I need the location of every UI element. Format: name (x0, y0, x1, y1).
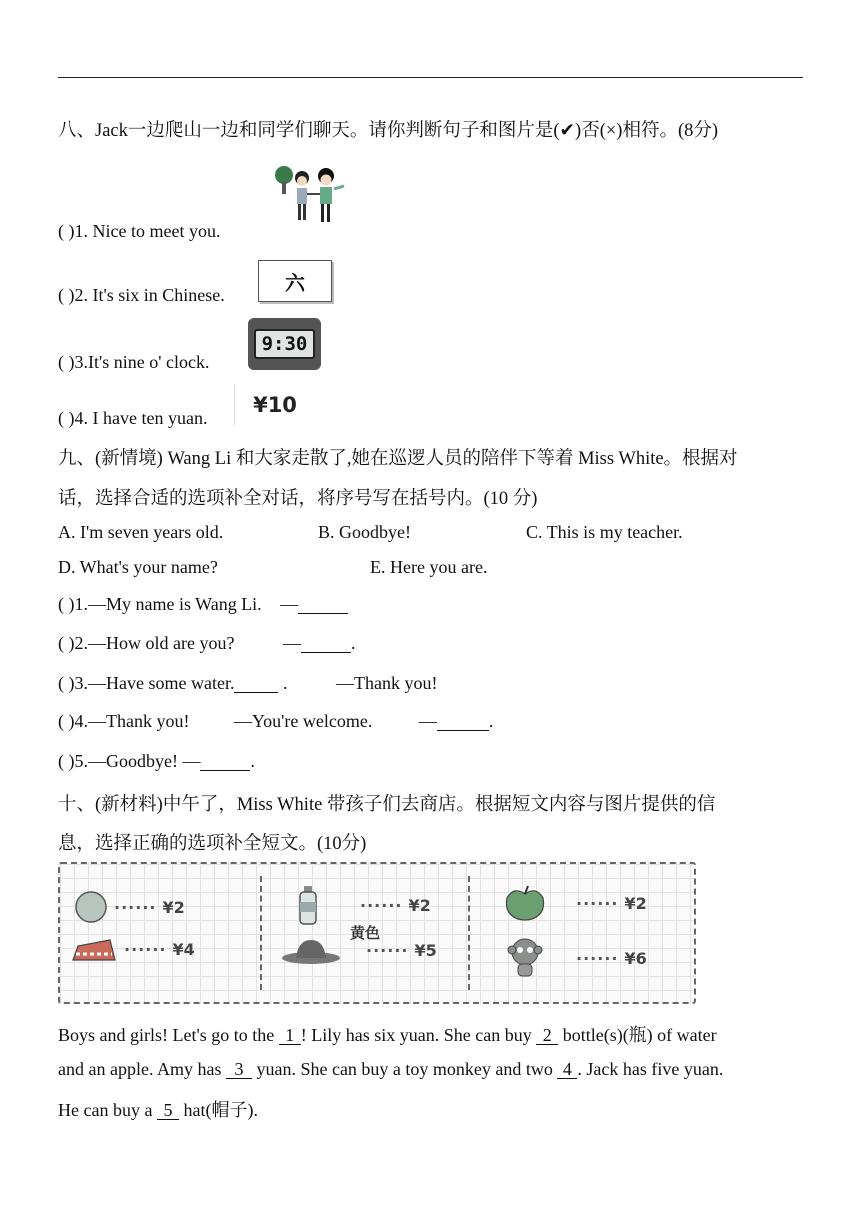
section9-heading-line1: 九、(新情境) Wang Li 和大家走散了,她在巡逻人员的陪伴下等着 Miss White。根据对 (58, 449, 738, 469)
passage-line-3 (58, 1096, 258, 1122)
price-dots: ······ (576, 893, 619, 913)
section8-heading: 八、Jack一边爬山一边和同学们聊天。请你判断句子和图片是(✔)否(×)相符。(8分) (58, 121, 719, 141)
ten-yuan-label: ¥10 (234, 384, 315, 426)
passage-text: yuan. She can buy a toy monkey and two (251, 1059, 558, 1079)
dialogue-4-prompt: ( )4.—Thank you! (58, 711, 190, 731)
passage-blank-5[interactable]: 5 (157, 1101, 179, 1120)
apple-icon (504, 884, 546, 922)
passage-blank-3[interactable]: 3 (226, 1060, 252, 1079)
dialogue-4 (58, 711, 493, 732)
dialogue-5-period: . (250, 751, 255, 771)
price-ball: ¥2 (162, 897, 185, 917)
passage-text: Boys and girls! Let's go to the (58, 1025, 279, 1045)
hat-color-label: 黄色 (350, 924, 381, 942)
digital-clock-picture (248, 318, 321, 370)
dialogue-1-blank[interactable] (298, 595, 348, 614)
price-water: ¥2 (408, 895, 431, 915)
clock-time: 9:30 (254, 329, 316, 359)
price-dots: ······ (360, 895, 403, 915)
dialogue-4-period: . (488, 711, 494, 731)
toy-monkey-icon (504, 936, 546, 980)
passage-text: ! Lily has six yuan. She can buy (300, 1025, 537, 1045)
shop-item-water (296, 884, 431, 926)
dialogue-4-followup-dash: — (418, 711, 437, 731)
section10-heading-line1: 十、(新材料)中午了，Miss White 带孩子们去商店。根据短文内容与图片提供的信 (58, 795, 716, 815)
dialogue-3-blank[interactable] (234, 674, 278, 693)
dialogue-3 (58, 673, 437, 694)
chinese-six-card: 六 (258, 260, 332, 302)
section10-heading-line2: 息，选择正确的选项补全短文。(10分) (58, 834, 367, 854)
dialogue-3-period: . (278, 673, 288, 693)
price-cake: ¥4 (172, 939, 195, 959)
shop-item-ball (74, 890, 185, 924)
ball-icon (74, 890, 108, 924)
shop-item-apple (504, 884, 647, 922)
dialogue-1-reply-dash: — (280, 594, 299, 614)
passage-line-1 (58, 1021, 717, 1047)
water-bottle-icon (296, 884, 320, 926)
price-dots: ······ (124, 939, 167, 959)
passage-blank-4[interactable]: 4 (557, 1060, 577, 1079)
passage-blank-1[interactable]: 1 (279, 1026, 301, 1045)
dialogue-2-reply-dash: — (282, 633, 301, 653)
shop-item-monkey (504, 936, 647, 980)
dialogue-2-period: . (350, 633, 356, 653)
s8-item-2: ( )2. It's six in Chinese. (58, 285, 225, 305)
passage-line-2 (58, 1059, 723, 1080)
option-d: D. What's your name? (58, 557, 218, 577)
hat-icon (280, 934, 342, 966)
dialogue-4-reply: —You're welcome. (233, 711, 373, 731)
section9-heading-line2: 话，选择合适的选项补全对话，将序号写在括号内。(10 分) (58, 489, 538, 509)
dialogue-5-prompt: ( )5.—Goodbye! — (58, 751, 201, 771)
shop-divider (260, 876, 262, 990)
s8-item-1: ( )1. Nice to meet you. (58, 221, 221, 241)
shop-price-board (58, 862, 696, 1004)
shop-item-cake (70, 932, 195, 966)
passage-text: bottle(s)(瓶) of water (558, 1025, 717, 1045)
cake-icon (70, 932, 118, 966)
option-b: B. Goodbye! (318, 522, 411, 542)
dialogue-5 (58, 751, 255, 772)
passage-text: . Jack has five yuan. (577, 1059, 724, 1079)
passage-blank-2[interactable]: 2 (536, 1026, 558, 1045)
top-rule (58, 77, 803, 78)
dialogue-1 (58, 594, 348, 615)
two-kids-greeting-picture (268, 162, 348, 232)
price-dots: ······ (576, 948, 619, 968)
passage-text: hat(帽子). (178, 1100, 258, 1120)
option-a: A. I'm seven years old. (58, 522, 224, 542)
dialogue-2-prompt: ( )2.—How old are you? (58, 633, 235, 653)
dialogue-1-prompt: ( )1.—My name is Wang Li. (58, 594, 262, 614)
option-e: E. Here you are. (370, 557, 488, 577)
dialogue-5-blank[interactable] (200, 752, 250, 771)
dialogue-4-blank[interactable] (437, 712, 489, 731)
s8-item-4: ( )4. I have ten yuan. (58, 408, 208, 428)
s8-item-3: ( )3.It's nine o' clock. (58, 352, 210, 372)
price-monkey: ¥6 (624, 948, 647, 968)
passage-text: and an apple. Amy has (58, 1059, 226, 1079)
dialogue-2 (58, 633, 355, 654)
price-dots: ······ (366, 940, 409, 960)
passage-text: He can buy a (58, 1100, 157, 1120)
dialogue-3-prompt: ( )3.—Have some water. (58, 673, 235, 693)
price-dots: ······ (114, 897, 157, 917)
shop-divider (468, 876, 470, 990)
dialogue-2-blank[interactable] (301, 634, 351, 653)
option-c: C. This is my teacher. (526, 522, 683, 542)
price-hat: ¥5 (414, 940, 437, 960)
price-apple: ¥2 (624, 893, 647, 913)
dialogue-3-reply: —Thank you! (335, 673, 438, 693)
